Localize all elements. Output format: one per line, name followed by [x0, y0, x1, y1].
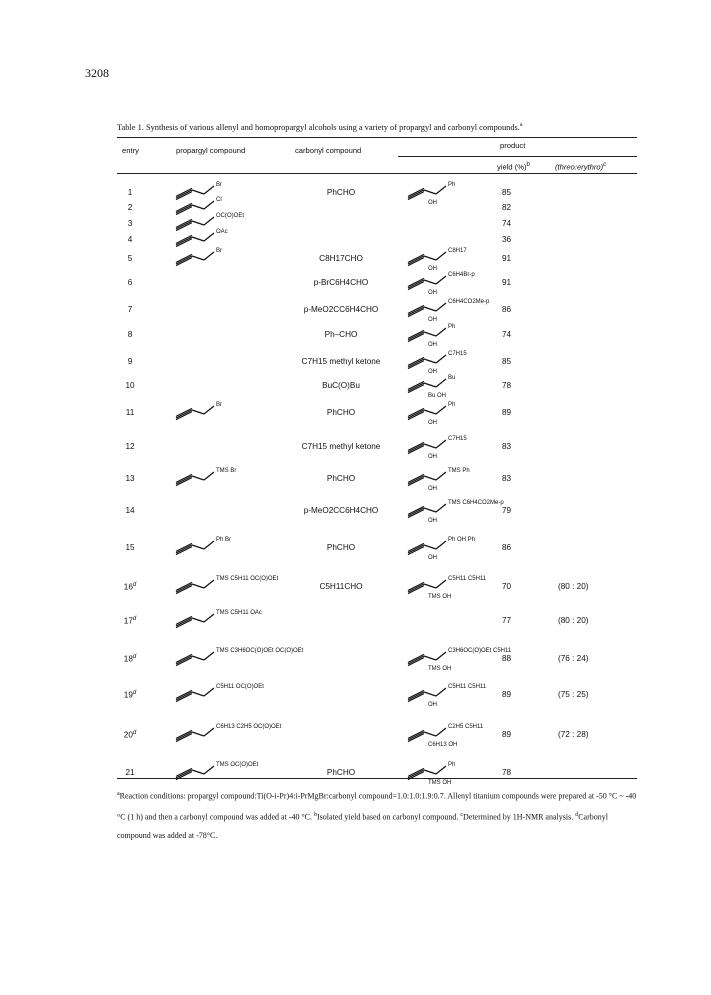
yield-cell: 78 — [502, 768, 512, 777]
entry-number: 3 — [127, 219, 133, 228]
product-structure — [402, 373, 512, 399]
bond-line — [424, 280, 436, 284]
substituent-label: OAc — [216, 229, 228, 235]
substituent-label: OH — [428, 702, 437, 708]
entry-number: 5 — [127, 254, 133, 263]
yield-cell: 74 — [502, 219, 512, 228]
entry-number: 20 — [123, 730, 133, 740]
bond-line — [192, 205, 204, 209]
carbonyl-cell: C7H15 methyl ketone — [301, 442, 381, 451]
substituent-label: OH — [428, 518, 437, 524]
entry-cell — [120, 654, 140, 664]
product-structure — [402, 349, 512, 375]
bond-line — [408, 692, 424, 700]
bond-line — [176, 732, 192, 740]
bond-line — [424, 732, 436, 736]
entry-footnote-mark: d — [132, 616, 137, 622]
product-structure — [402, 246, 512, 272]
yield-cell: 70 — [502, 582, 512, 591]
substituent-label: Br — [216, 248, 222, 254]
bond-line — [192, 584, 204, 588]
substituent-label: Ph — [448, 182, 456, 188]
bond-line — [424, 332, 436, 336]
product-structure — [402, 760, 512, 786]
substituent-label: Ph — [448, 402, 456, 408]
substituent-label: OC(O)OEt — [216, 213, 244, 219]
entry-cell — [120, 188, 140, 197]
page-number: 3208 — [85, 66, 109, 80]
substituent-label: TMS C5H11 OAc — [216, 610, 262, 616]
entry-number: 6 — [127, 278, 133, 287]
substituent-label: TMS OH — [428, 594, 452, 600]
substituent-label: TMS OC(O)OEt — [216, 762, 259, 768]
bond-line — [408, 383, 424, 391]
bond-line — [424, 545, 436, 549]
header-carbonyl: carbonyl compound — [295, 146, 362, 155]
bond-line — [204, 652, 214, 660]
bond-line — [408, 770, 424, 778]
bond-line — [204, 217, 214, 225]
bond-line — [408, 256, 424, 264]
rule-top — [117, 137, 637, 138]
header-yield-mark: b — [526, 162, 530, 168]
substituent-label: C8H17 — [448, 248, 467, 254]
product-structure — [402, 498, 512, 524]
substituent-label: OH — [428, 369, 437, 375]
substituent-label: Br — [216, 182, 222, 188]
entry-number: 18 — [123, 654, 133, 664]
footnote-mark-b: b — [314, 811, 318, 818]
entry-cell — [120, 408, 140, 417]
bond-line — [424, 692, 436, 696]
header-yield — [497, 162, 530, 172]
entry-cell — [120, 254, 140, 263]
substituent-label: Ph OH Ph — [448, 537, 476, 543]
bond-line — [408, 280, 424, 288]
carbonyl-cell: PhCHO — [326, 408, 356, 417]
bond-line — [408, 656, 424, 664]
carbonyl-cell: BuC(O)Bu — [322, 381, 360, 390]
substituent-label: OH — [428, 290, 437, 296]
propargyl-structure — [170, 608, 280, 630]
entry-cell — [120, 381, 140, 390]
entry-number: 13 — [125, 474, 135, 483]
entry-cell — [120, 730, 140, 740]
carbonyl-cell: PhCHO — [326, 543, 356, 552]
entry-cell — [120, 616, 140, 626]
substituent-label: OH — [428, 317, 437, 323]
product-structure — [402, 180, 512, 206]
entry-number: 21 — [125, 768, 135, 777]
carbonyl-cell: p-MeO2CC6H4CHO — [303, 506, 379, 515]
ratio-cell: (72 : 28) — [558, 730, 589, 739]
entry-cell — [120, 474, 140, 483]
bond-line — [176, 256, 192, 264]
product-structure — [402, 400, 512, 426]
substituent-label: C7H15 — [448, 436, 467, 442]
footnote-c: Determined by 1H-NMR analysis. — [462, 812, 574, 822]
yield-cell: 88 — [502, 654, 512, 663]
bond-line — [436, 541, 446, 549]
substituent-label: Ph — [448, 324, 456, 330]
entry-footnote-mark: d — [132, 654, 137, 660]
header-ratio-label: (threo:erythro) — [555, 162, 604, 172]
bond-line — [424, 190, 436, 194]
bond-line — [424, 410, 436, 414]
bond-line — [424, 256, 436, 260]
entry-number: 9 — [127, 357, 133, 366]
entry-cell — [120, 357, 140, 366]
substituent-label: Ph Br — [216, 537, 232, 543]
entry-cell — [120, 278, 140, 287]
bond-line — [436, 406, 446, 414]
bond-line — [408, 545, 424, 553]
bond-line — [424, 770, 436, 774]
header-entry: entry — [122, 146, 139, 155]
entry-cell — [120, 305, 140, 314]
rule-header-bottom — [117, 173, 637, 174]
propargyl-structure — [170, 535, 280, 557]
ratio-cell: (80 : 20) — [558, 582, 589, 591]
substituent-label: C5H11 C5H11 — [448, 576, 487, 582]
entry-cell — [120, 235, 140, 244]
propargyl-structure — [170, 646, 304, 668]
bond-line — [436, 440, 446, 448]
bond-line — [424, 359, 436, 363]
bond-line — [192, 237, 204, 241]
entry-number: 7 — [127, 305, 133, 314]
bond-line — [192, 692, 204, 696]
substituent-label: OH — [428, 342, 437, 348]
entry-number: 16 — [123, 582, 133, 592]
carbonyl-cell: p-BrC6H4CHO — [313, 278, 369, 287]
bond-line — [192, 256, 204, 260]
yield-cell: 86 — [502, 543, 512, 552]
caption-footnote-mark: a — [519, 122, 523, 128]
substituent-label: TMS C6H4CO2Me-p — [448, 500, 504, 506]
entry-number: 19 — [123, 690, 133, 700]
substituent-label: TMS Br — [216, 468, 237, 474]
carbonyl-cell: C7H15 methyl ketone — [301, 357, 381, 366]
substituent-label: C2H5 C5H11 — [448, 724, 484, 730]
bond-line — [424, 508, 436, 512]
entry-number: 2 — [127, 203, 133, 212]
yield-cell: 78 — [502, 381, 512, 390]
bond-line — [176, 584, 192, 592]
header-ratio — [555, 162, 606, 172]
bond-line — [204, 688, 214, 696]
entry-cell — [120, 203, 140, 212]
entry-cell — [120, 330, 140, 339]
bond-line — [204, 472, 214, 480]
bond-line — [436, 252, 446, 260]
yield-cell: 77 — [502, 616, 512, 625]
yield-cell: 74 — [502, 330, 512, 339]
footnote-d: Carbonyl compound was added at -78°C. — [117, 812, 608, 841]
entry-cell — [120, 506, 140, 515]
entry-number: 17 — [123, 616, 133, 626]
bond-line — [436, 303, 446, 311]
substituent-label: OH — [428, 555, 437, 561]
yield-cell: 89 — [502, 690, 512, 699]
bond-line — [436, 472, 446, 480]
entry-number: 1 — [127, 188, 133, 197]
ratio-cell: (76 : 24) — [558, 654, 589, 663]
bond-line — [436, 276, 446, 284]
bond-line — [204, 728, 214, 736]
bond-line — [424, 383, 436, 387]
carbonyl-cell: Ph–CHO — [324, 330, 358, 339]
bond-line — [436, 766, 446, 774]
substituent-label: Br — [216, 402, 222, 408]
bond-line — [408, 476, 424, 484]
substituent-label: OH — [428, 420, 437, 426]
bond-line — [408, 410, 424, 418]
bond-line — [408, 359, 424, 367]
bond-line — [192, 770, 204, 774]
substituent-label: OH — [428, 266, 437, 272]
bond-line — [408, 190, 424, 198]
yield-cell: 36 — [502, 235, 512, 244]
bond-line — [176, 410, 192, 418]
header-product: product — [500, 141, 526, 150]
substituent-label: C3H6OC(O)OEt C5H11 — [448, 648, 512, 654]
bond-line — [204, 201, 214, 209]
bond-line — [408, 444, 424, 452]
bond-line — [408, 584, 424, 592]
product-structure — [402, 322, 512, 348]
substituent-label: C6H4CO2Me-p — [448, 299, 490, 305]
bond-line — [192, 476, 204, 480]
yield-cell: 83 — [502, 474, 512, 483]
footnote-b: Isolated yield based on carbonyl compound. — [317, 812, 459, 822]
product-structure — [402, 682, 512, 708]
propargyl-structure — [170, 466, 280, 488]
caption-text: Table 1. Synthesis of various allenyl and homopropargyl alcohols using a variety of propargyl and carbonyl compounds. — [117, 122, 520, 132]
yield-cell: 91 — [502, 278, 512, 287]
bond-line — [408, 508, 424, 516]
bond-line — [176, 618, 192, 626]
substituent-label: C7H15 — [448, 351, 467, 357]
bond-line — [408, 332, 424, 340]
substituent-label: C6H4Br-p — [448, 272, 475, 278]
yield-cell: 91 — [502, 254, 512, 263]
product-structure — [402, 574, 512, 600]
bond-line — [424, 656, 436, 660]
ratio-cell: (80 : 20) — [558, 616, 589, 625]
entry-cell — [120, 442, 140, 451]
bond-line — [176, 692, 192, 700]
entry-number: 14 — [125, 506, 135, 515]
header-propargyl: propargyl compound — [176, 146, 246, 155]
yield-cell: 79 — [502, 506, 512, 515]
footnote-mark-a: a — [117, 791, 120, 797]
bond-line — [192, 190, 204, 194]
bond-line — [192, 221, 204, 225]
yield-cell: 86 — [502, 305, 512, 314]
entry-footnote-mark: d — [132, 582, 137, 588]
yield-cell: 89 — [502, 730, 512, 739]
substituent-label: OH — [428, 486, 437, 492]
bond-line — [408, 307, 424, 315]
entry-footnote-mark: d — [132, 730, 137, 736]
bond-line — [204, 406, 214, 414]
carbonyl-cell: PhCHO — [326, 188, 356, 197]
product-structure — [402, 434, 512, 460]
entry-cell — [120, 219, 140, 228]
footnote-a: Reaction conditions: propargyl compound:Ti(O-i-Pr)4:i-PrMgBr:carbonyl compound=1.0:1.0:1.9:0.7. Allenyl titanium compounds were prepared at -50 °C ~ -40 °C (1 h) and then a carbonyl compound was added at -40 °C. — [117, 791, 637, 822]
substituent-label: C6H13 C2H5 OC(O)OEt — [216, 724, 282, 730]
carbonyl-cell: C8H17CHO — [319, 254, 363, 263]
propargyl-structure — [170, 400, 280, 422]
product-structure — [402, 646, 512, 672]
bond-line — [436, 355, 446, 363]
bond-line — [192, 732, 204, 736]
bond-line — [436, 688, 446, 696]
substituent-label: Ph — [448, 762, 456, 768]
substituent-label: TMS Ph — [448, 468, 470, 474]
entry-number: 12 — [125, 442, 135, 451]
product-structure — [402, 297, 512, 323]
bond-line — [204, 252, 214, 260]
bond-line — [436, 652, 446, 660]
bond-line — [436, 728, 446, 736]
entry-number: 8 — [127, 330, 133, 339]
bond-line — [204, 766, 214, 774]
bond-line — [176, 656, 192, 664]
header-ratio-mark: c — [603, 162, 607, 168]
yield-cell: 85 — [502, 188, 512, 197]
propargyl-structure — [170, 574, 280, 596]
yield-cell: 89 — [502, 408, 512, 417]
product-structure — [402, 270, 512, 296]
substituent-label: Bu — [448, 375, 456, 381]
entry-footnote-mark: d — [132, 690, 137, 696]
bond-line — [424, 444, 436, 448]
substituent-label: Cl — [216, 197, 222, 203]
bond-line — [204, 233, 214, 241]
entry-number: 15 — [125, 543, 135, 552]
propargyl-structure — [170, 682, 280, 704]
entry-cell — [120, 768, 140, 777]
bond-line — [176, 545, 192, 553]
bond-line — [436, 580, 446, 588]
substituent-label: C6H13 OH — [428, 742, 458, 748]
bond-line — [436, 186, 446, 194]
bond-line — [204, 580, 214, 588]
bond-line — [192, 410, 204, 414]
entry-cell — [120, 582, 140, 592]
carbonyl-cell: PhCHO — [326, 768, 356, 777]
substituent-label: TMS C5H11 OC(O)OEt — [216, 576, 279, 582]
rule-product — [398, 156, 637, 157]
entry-number: 11 — [125, 408, 135, 417]
table-footnotes — [117, 785, 637, 845]
propargyl-structure — [170, 760, 280, 782]
substituent-label: C5H11 C5H11 — [448, 684, 487, 690]
product-structure — [402, 722, 512, 748]
bond-line — [176, 476, 192, 484]
substituent-label: TMS OH — [428, 666, 452, 672]
bond-line — [408, 732, 424, 740]
bond-line — [424, 307, 436, 311]
bond-line — [204, 541, 214, 549]
yield-cell: 82 — [502, 203, 512, 212]
bond-line — [436, 504, 446, 512]
product-structure — [402, 466, 512, 492]
substituent-label: OH — [428, 454, 437, 460]
bond-line — [424, 476, 436, 480]
propargyl-structure — [170, 722, 280, 744]
table-caption — [117, 122, 637, 132]
bond-line — [192, 545, 204, 549]
bond-line — [204, 614, 214, 622]
footnote-mark-c: c — [460, 811, 463, 818]
entry-number: 4 — [127, 235, 133, 244]
substituent-label: TMS C3H6OC(O)OEt OC(O)OEt — [216, 648, 304, 654]
carbonyl-cell: PhCHO — [326, 474, 356, 483]
bond-line — [204, 186, 214, 194]
yield-cell: 85 — [502, 357, 512, 366]
entry-number: 10 — [125, 381, 135, 390]
bond-line — [436, 379, 446, 387]
substituent-label: C5H11 OC(O)OEt — [216, 684, 264, 690]
bond-line — [176, 770, 192, 778]
yield-cell: 83 — [502, 442, 512, 451]
bond-line — [176, 237, 192, 245]
entry-cell — [120, 690, 140, 700]
substituent-label: TMS OH — [428, 780, 452, 786]
substituent-label: Bu OH — [428, 393, 447, 399]
header-yield-label: yield (%) — [497, 162, 527, 172]
carbonyl-cell: p-MeO2CC6H4CHO — [303, 305, 379, 314]
bond-line — [192, 656, 204, 660]
ratio-cell: (75 : 25) — [558, 690, 589, 699]
bond-line — [424, 584, 436, 588]
bond-line — [192, 618, 204, 622]
footnote-mark-d: d — [575, 811, 579, 818]
product-structure — [402, 535, 512, 561]
carbonyl-cell: C5H11CHO — [319, 582, 363, 591]
substituent-label: OH — [428, 200, 437, 206]
propargyl-structure — [170, 246, 280, 268]
bond-line — [436, 328, 446, 336]
entry-cell — [120, 543, 140, 552]
